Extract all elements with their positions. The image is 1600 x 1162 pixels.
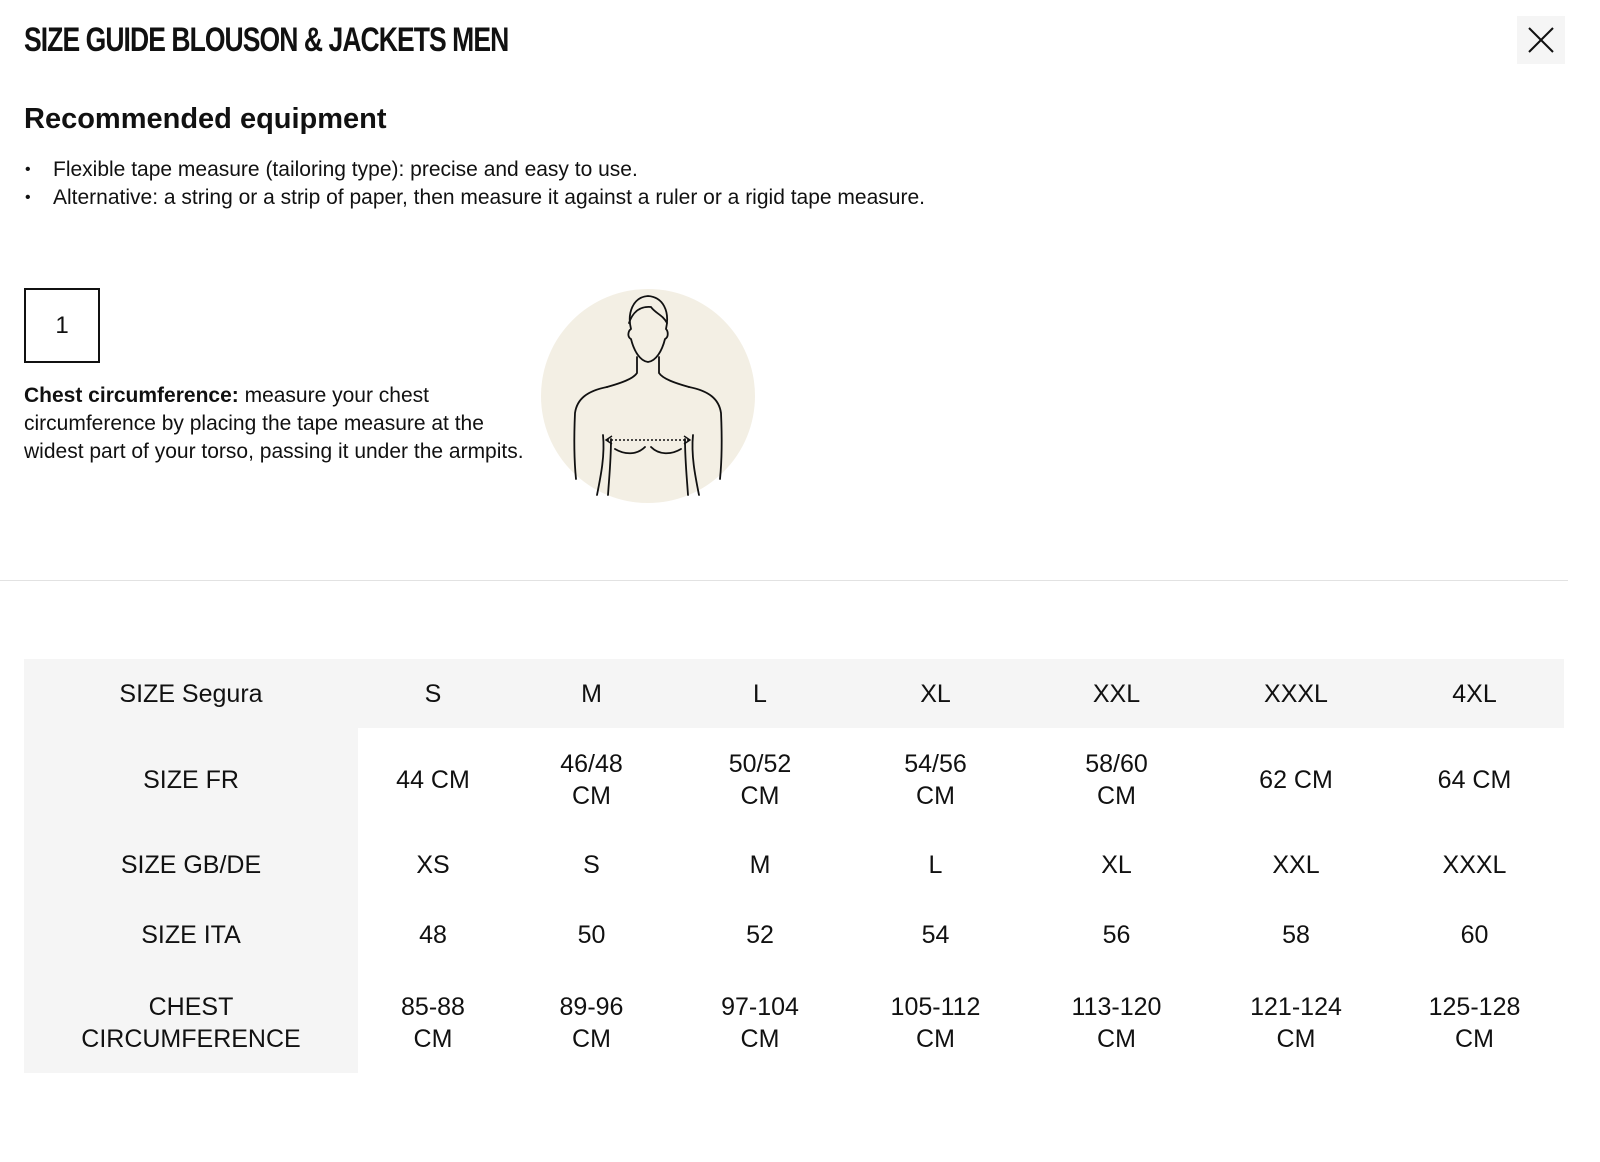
step-number-box xyxy=(24,288,100,363)
equipment-item: • Flexible tape measure (tailoring type): precise and easy to use. xyxy=(24,156,925,184)
table-row xyxy=(24,898,1564,972)
close-icon xyxy=(1527,26,1555,54)
step-label: Chest circumference: xyxy=(24,384,239,407)
table-header-cell: SIZE Segura xyxy=(24,659,358,728)
row-header-cell: SIZE FR xyxy=(24,728,358,832)
row-header-cell: SIZE GB/DE xyxy=(24,832,358,898)
table-header-cell: 4XL xyxy=(1385,659,1564,728)
table-cell: XS xyxy=(416,851,450,879)
table-cell: S xyxy=(583,851,600,879)
table-cell: 125-128 CM xyxy=(1428,992,1521,1053)
table-cell: 121-124 CM xyxy=(1250,992,1342,1053)
table-cell: 56 xyxy=(1102,921,1131,949)
table-cell: 58/60 CM xyxy=(1085,750,1148,810)
table-cell: 54/56 CM xyxy=(904,750,967,810)
table-cell: L xyxy=(928,851,943,879)
table-header-cell: XL xyxy=(845,659,1026,728)
table-cell: 64 CM xyxy=(1437,766,1512,794)
size-table xyxy=(24,659,1564,1073)
table-cell: 46/48 CM xyxy=(560,750,623,810)
equipment-list xyxy=(24,156,925,212)
table-header-cell: S xyxy=(358,659,508,728)
table-header-cell: XXL xyxy=(1026,659,1207,728)
page-title: SIZE GUIDE BLOUSON & JACKETS MEN xyxy=(24,21,509,59)
table-cell: 113-120 CM xyxy=(1071,992,1162,1053)
table-cell: 60 xyxy=(1460,921,1489,949)
table-cell: 50/52 CM xyxy=(728,750,792,810)
table-cell: 97-104 CM xyxy=(721,992,799,1053)
torso-chest-measure-illustration xyxy=(541,289,755,503)
row-header-cell: SIZE ITA xyxy=(24,898,358,972)
row-header-cell: CHEST CIRCUMFERENCE xyxy=(24,972,358,1073)
equipment-item: • Alternative: a string or a strip of paper, then measure it against a ruler or a rigid tape measure. xyxy=(24,184,925,212)
close-button[interactable] xyxy=(1517,16,1565,64)
table-cell: 54 xyxy=(921,921,950,949)
table-row xyxy=(24,972,1564,1073)
table-cell: XXL xyxy=(1272,851,1320,879)
table-header-cell: XXXL xyxy=(1207,659,1385,728)
table-cell: XL xyxy=(1101,851,1132,879)
divider xyxy=(0,580,1568,581)
step-number: 1 xyxy=(55,311,69,339)
table-cell: 105-112 CM xyxy=(890,992,981,1053)
table-cell: 85-88 CM xyxy=(401,992,465,1053)
table-cell: M xyxy=(749,851,771,879)
table-header-cell: L xyxy=(675,659,845,728)
table-row xyxy=(24,832,1564,898)
table-cell: 44 CM xyxy=(396,766,470,794)
table-header-cell: M xyxy=(508,659,675,728)
table-row xyxy=(24,728,1564,832)
table-cell: 52 xyxy=(746,921,774,949)
table-cell: 89-96 CM xyxy=(559,992,624,1053)
table-cell: 58 xyxy=(1282,921,1310,949)
equipment-heading: Recommended equipment xyxy=(24,103,387,135)
table-header-row xyxy=(24,659,1564,728)
table-cell: 48 xyxy=(419,921,447,949)
step-description-text: measure your chest circumference by placing the tape measure at the widest part of your torso, passing it under the armpits. xyxy=(24,384,524,463)
table-cell: 50 xyxy=(577,921,606,949)
table-cell: 62 CM xyxy=(1259,766,1333,794)
table-cell: XXXL xyxy=(1442,851,1507,879)
step-description xyxy=(24,382,534,466)
